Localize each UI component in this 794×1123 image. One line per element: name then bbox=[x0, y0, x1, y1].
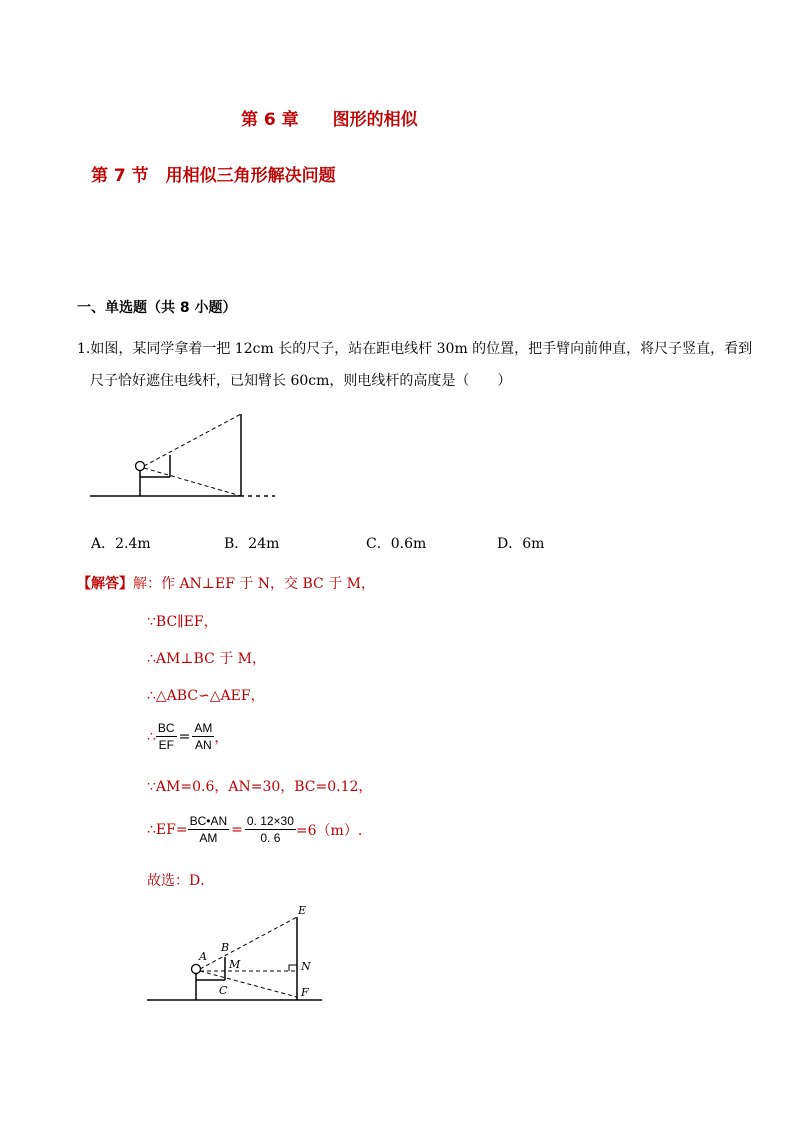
fraction-numerator: 0. 12×30 bbox=[246, 814, 294, 828]
label-f: F bbox=[301, 986, 309, 999]
solution-conclusion: 故选：D． bbox=[147, 873, 215, 889]
option-d[interactable]: D．6m bbox=[497, 536, 545, 552]
section-title: 第 7 节 用相似三角形解决问题 bbox=[91, 166, 336, 186]
step4-prefix: ∴ bbox=[147, 728, 156, 745]
fraction-numerator: AM bbox=[194, 721, 213, 735]
label-e: E bbox=[298, 904, 307, 917]
question-line-1: 1.如图，某同学拿着一把 12cm 长的尺子，站在距电线杆 30m 的位置，把手臂向前伸直，将尺子竖直，看到 bbox=[77, 341, 753, 357]
fraction-denominator: 0. 6 bbox=[260, 831, 281, 845]
label-n: N bbox=[301, 960, 311, 973]
fraction-numerator: BC•AN bbox=[189, 814, 228, 828]
fraction-denominator: AM bbox=[199, 831, 218, 845]
right-angle-mark bbox=[289, 965, 297, 971]
solution-step-2: ∴AM⊥BC 于 M， bbox=[147, 651, 267, 667]
solution-step-3: ∴△ABC∽△AEF， bbox=[147, 688, 265, 704]
option-a[interactable]: A．2.4m bbox=[91, 536, 151, 552]
label-m: M bbox=[229, 958, 241, 971]
solution-step-1: ∵BC∥EF， bbox=[147, 614, 218, 630]
question-line-2: 尺子恰好遮住电线杆，已知臂长 60cm，则电线杆的高度是（ ） bbox=[90, 373, 512, 389]
solution-intro-text: 解：作 AN⊥EF 于 N，交 BC 于 M， bbox=[133, 576, 376, 592]
part-heading: 一、单选题（共 8 小题） bbox=[77, 300, 237, 316]
fraction-numerator: BC bbox=[157, 721, 175, 735]
solution-step-5: ∵AM=0.6，AN=30，BC=0.12， bbox=[147, 779, 373, 795]
step6-suffix: =6（m）. bbox=[295, 822, 363, 839]
solution-tag: 【解答】 bbox=[77, 576, 133, 592]
label-c: C bbox=[219, 984, 228, 997]
label-a: A bbox=[199, 950, 207, 963]
step4-suffix: ， bbox=[214, 729, 229, 746]
fraction-denominator: EF bbox=[158, 738, 174, 752]
sight-bottom-2 bbox=[200, 971, 297, 997]
option-b[interactable]: B．24m bbox=[224, 536, 280, 552]
chapter-title: 第 6 章 图形的相似 bbox=[241, 110, 418, 130]
step6-prefix: ∴EF= bbox=[147, 821, 188, 838]
sight-top-2 bbox=[200, 917, 297, 969]
label-b: B bbox=[221, 941, 230, 954]
step4-equals: = bbox=[178, 728, 191, 745]
person-head-2 bbox=[192, 965, 201, 974]
step6-equals: = bbox=[231, 821, 243, 838]
fraction-denominator: AN bbox=[194, 738, 212, 752]
option-c[interactable]: C．0.6m bbox=[366, 536, 427, 552]
